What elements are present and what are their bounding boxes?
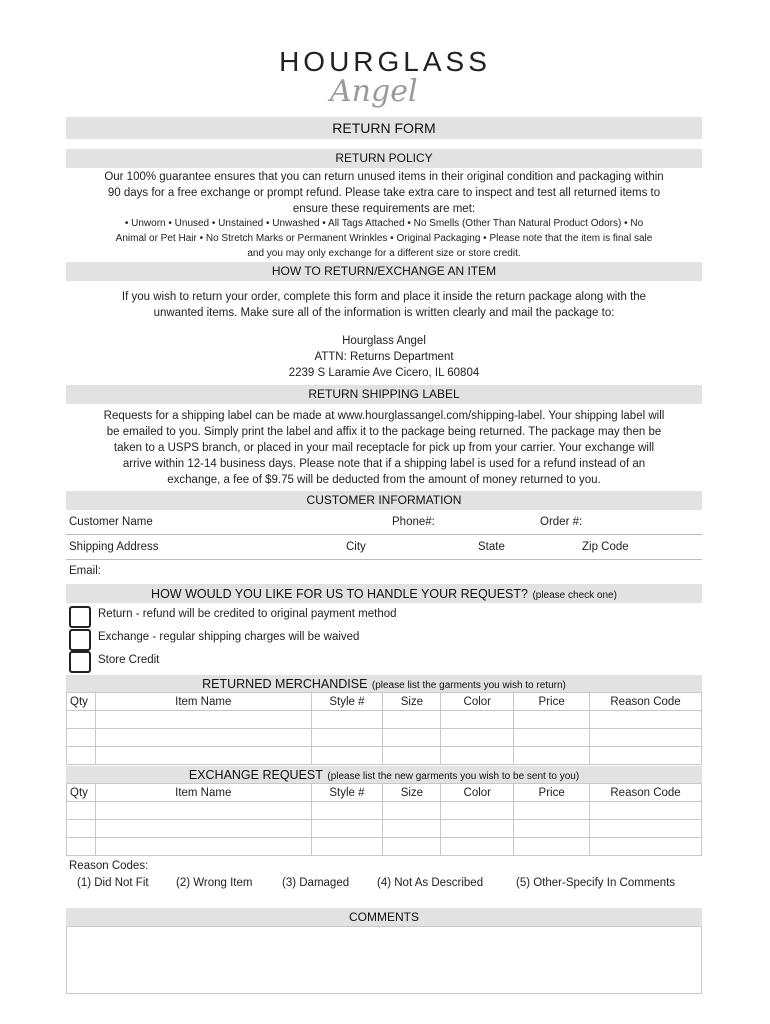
exchange-option-label: Exchange - regular shipping charges will be waived (98, 631, 360, 643)
exchange-heading-bar (66, 766, 702, 783)
reason-code-5: (5) Other-Specify In Comments (516, 877, 676, 889)
policy-req-3: and you may only exchange for a different size or store credit. (247, 248, 521, 259)
howto-text-1: If you wish to return your order, complete this form and place it inside the return package along with the (121, 291, 647, 303)
policy-req-1: • Unworn • Unused • Unstained • Unwashed • All Tags Attached • No Smells (Other Than Natural Product Odors) • No (124, 218, 644, 229)
col-color: Color (441, 784, 514, 802)
shipping-text-3: taken to a USPS branch, or placed in your mail receptacle for pick up from your carrier. Your exchange will (113, 442, 655, 454)
request-heading-bar (66, 584, 702, 603)
shipping-text-5: exchange, a fee of $9.75 will be deducted from the amount of money returned to you. (167, 474, 601, 486)
exchange-heading: EXCHANGE REQUEST (188, 768, 323, 782)
phone-label: Phone#: (392, 516, 435, 528)
comments-box[interactable] (66, 926, 702, 994)
store-credit-option-label: Store Credit (98, 654, 160, 666)
reason-code-1: (1) Did Not Fit (77, 877, 149, 889)
customer-name-line[interactable] (66, 534, 702, 535)
reason-code-4: (4) Not As Described (377, 877, 484, 889)
reason-code-3: (3) Damaged (282, 877, 350, 889)
return-checkbox[interactable] (69, 606, 91, 628)
address-name: Hourglass Angel (342, 335, 426, 347)
shipping-text-4: arrive within 12-14 business days. Please note that if a shipping label is used for a refund instead of an (122, 458, 646, 470)
table-row[interactable] (67, 711, 702, 729)
col-size: Size (383, 693, 441, 711)
col-style: Style # (311, 784, 383, 802)
exchange-note: (please list the new garments you wish to be sent to you) (327, 771, 580, 782)
col-qty: Qty (67, 693, 96, 711)
reason-codes-heading: Reason Codes: (69, 860, 149, 872)
order-label: Order #: (540, 516, 583, 528)
table-header-row (67, 784, 702, 802)
email-label: Email: (69, 565, 101, 577)
brand-logo: HOURGLASS (279, 46, 491, 77)
col-price: Price (514, 784, 590, 802)
customer-heading: CUSTOMER INFORMATION (66, 491, 702, 510)
col-qty: Qty (67, 784, 96, 802)
exchange-checkbox[interactable] (69, 629, 91, 651)
col-style: Style # (311, 693, 383, 711)
address-line[interactable] (66, 559, 702, 560)
request-note: (please check one) (532, 590, 617, 601)
store-credit-checkbox[interactable] (69, 651, 91, 673)
col-item-name: Item Name (95, 693, 311, 711)
returned-heading-bar (66, 675, 702, 692)
howto-text-2: unwanted items. Make sure all of the information is written clearly and mail the package to: (153, 307, 615, 319)
shipping-address-label: Shipping Address (69, 541, 159, 553)
returned-table (66, 692, 702, 765)
request-heading: HOW WOULD YOU LIKE FOR US TO HANDLE YOUR REQUEST? (151, 587, 528, 601)
state-label: State (478, 541, 505, 553)
exchange-table (66, 783, 702, 856)
return-option-label: Return - refund will be credited to original payment method (98, 608, 397, 620)
comments-heading: COMMENTS (66, 908, 702, 926)
form-title: RETURN FORM (66, 117, 702, 139)
table-header-row (67, 693, 702, 711)
address-attn: ATTN: Returns Department (314, 351, 454, 363)
col-item-name: Item Name (95, 784, 311, 802)
table-row[interactable] (67, 802, 702, 820)
col-color: Color (441, 693, 514, 711)
table-row[interactable] (67, 729, 702, 747)
customer-name-label: Customer Name (69, 516, 153, 528)
shipping-text-2: be emailed to you. Simply print the label and affix it to the package being returned. The package may then be (106, 426, 662, 438)
reason-code-2: (2) Wrong Item (176, 877, 253, 889)
table-row[interactable] (67, 838, 702, 856)
col-price: Price (514, 693, 590, 711)
shipping-text-1: Requests for a shipping label can be made at www.hourglassangel.com/shipping-label. Your shipping label will (103, 410, 665, 422)
policy-text-1: Our 100% guarantee ensures that you can return unused items in their original condition and packaging within (104, 171, 664, 183)
policy-text-3: ensure these requirements are met: (292, 203, 476, 215)
address-street: 2239 S Laramie Ave Cicero, IL 60804 (288, 367, 480, 379)
city-label: City (346, 541, 366, 553)
returned-note: (please list the garments you wish to return) (371, 680, 566, 691)
howto-heading: HOW TO RETURN/EXCHANGE AN ITEM (66, 262, 702, 281)
col-size: Size (383, 784, 441, 802)
col-reason-code: Reason Code (590, 784, 702, 802)
policy-req-2: Animal or Pet Hair • No Stretch Marks or Permanent Wrinkles • Original Packaging • Please note that the item is final sale (115, 233, 653, 244)
zip-label: Zip Code (582, 541, 629, 553)
returned-heading: RETURNED MERCHANDISE (202, 677, 368, 691)
table-row[interactable] (67, 820, 702, 838)
col-reason-code: Reason Code (590, 693, 702, 711)
policy-text-2: 90 days for a free exchange or prompt refund. Please take extra care to inspect and test all returned items to (107, 187, 661, 199)
policy-heading: RETURN POLICY (66, 149, 702, 168)
brand-script: Angel (330, 74, 418, 109)
shipping-heading: RETURN SHIPPING LABEL (66, 385, 702, 404)
table-row[interactable] (67, 747, 702, 765)
